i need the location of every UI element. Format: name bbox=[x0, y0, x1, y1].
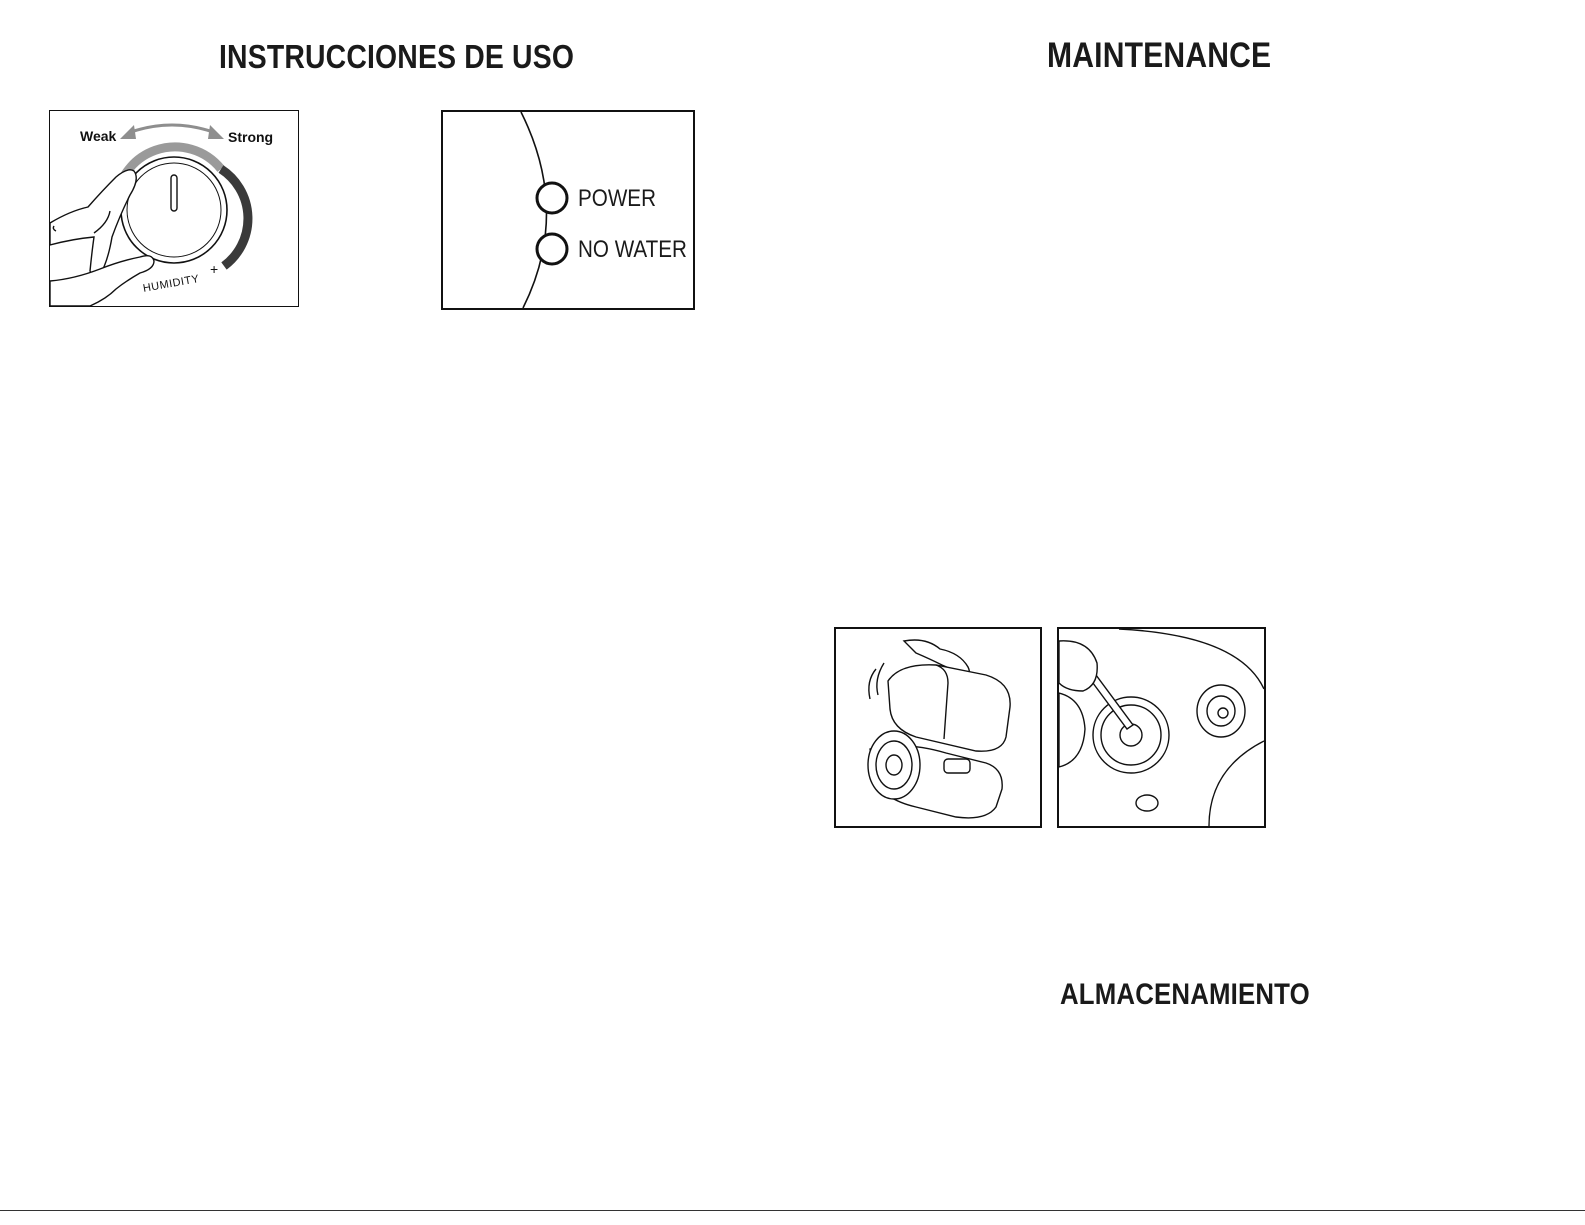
screwdriver-icon bbox=[1059, 629, 1264, 826]
indicator-lights-figure bbox=[441, 110, 695, 310]
power-led-icon bbox=[537, 183, 567, 213]
storage-heading: ALMACENAMIENTO bbox=[1060, 978, 1310, 1011]
screwdriver-figure bbox=[1057, 627, 1266, 828]
no-water-led-icon bbox=[537, 234, 567, 264]
no-water-label: NO WATER bbox=[578, 236, 687, 263]
instructions-heading: INSTRUCCIONES DE USO bbox=[219, 38, 575, 75]
power-label: POWER bbox=[578, 185, 656, 212]
maintenance-heading: MAINTENANCE bbox=[1047, 36, 1272, 75]
humidity-dial-figure bbox=[49, 110, 299, 307]
strong-label: Strong bbox=[228, 129, 274, 145]
page-bottom-rule bbox=[0, 1210, 1585, 1211]
water-tank-illustration bbox=[836, 629, 1040, 826]
plus-label: + bbox=[210, 261, 219, 277]
humidity-label: HUMIDITY bbox=[142, 273, 201, 295]
weak-label: Weak bbox=[80, 128, 117, 144]
water-tank-removal-figure bbox=[834, 627, 1042, 828]
